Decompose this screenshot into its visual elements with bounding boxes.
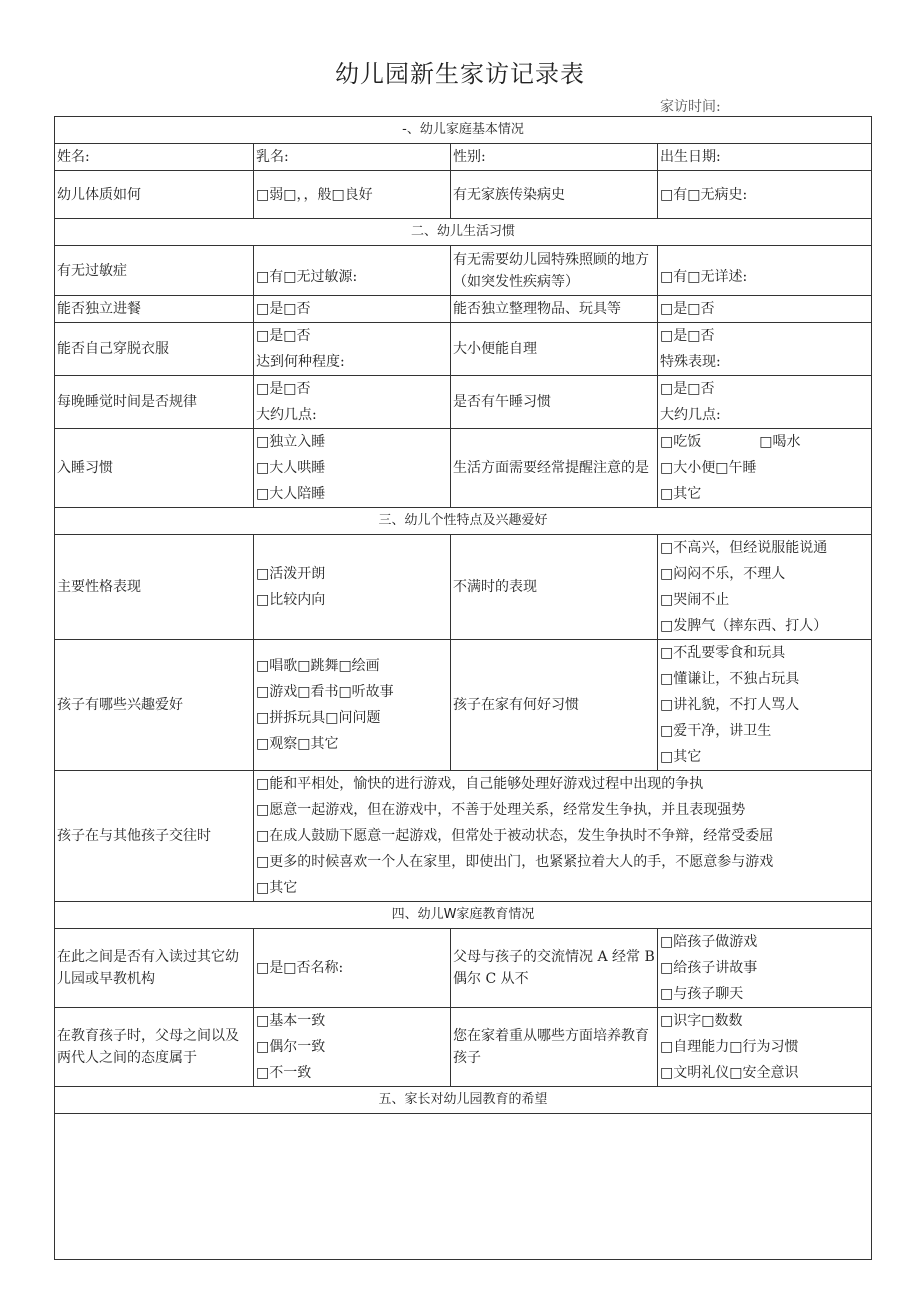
- nap-choice[interactable]: □是□否: [660, 381, 715, 397]
- social-label: 孩子在与其他孩子交往时: [55, 771, 254, 902]
- focus-options[interactable]: [658, 1008, 872, 1087]
- attitude-option[interactable]: □不一致: [256, 1065, 312, 1081]
- bedtime-option[interactable]: □大人陪睡: [256, 486, 326, 502]
- hobby-label: 孩子有哪些兴趣爱好: [55, 640, 254, 771]
- hobby-option[interactable]: □唱歌□跳舞□绘画: [256, 658, 380, 674]
- good-habit-option[interactable]: □讲礼貌，不打人骂人: [660, 697, 800, 713]
- previous-school-options[interactable]: □是□否名称:: [254, 929, 451, 1008]
- section-basic-info: -、幼儿家庭基本情况: [55, 117, 872, 144]
- toilet-choice[interactable]: □是□否: [660, 328, 715, 344]
- reminder-option[interactable]: □其它: [660, 486, 702, 502]
- toilet-special[interactable]: 特殊表现:: [660, 354, 721, 370]
- character-option[interactable]: □比较内向: [256, 592, 326, 608]
- allergy-options[interactable]: [254, 246, 451, 296]
- focus-option[interactable]: □文明礼仪□安全意识: [660, 1065, 799, 1081]
- hopes-textarea[interactable]: [55, 1114, 872, 1260]
- name-field[interactable]: 姓名:: [55, 144, 254, 171]
- reminder-option[interactable]: □喝水: [759, 434, 801, 450]
- nap-label: 是否有午睡习惯: [451, 376, 658, 429]
- dress-options[interactable]: [254, 323, 451, 376]
- reminder-options[interactable]: [658, 429, 872, 508]
- section-personality: 三、幼儿个性特点及兴趣爱好: [55, 508, 872, 535]
- eat-label: 能否独立进餐: [55, 296, 254, 323]
- hobby-option[interactable]: □观察□其它: [256, 736, 339, 752]
- page-title: 幼儿园新生家访记录表: [335, 60, 585, 88]
- dress-degree[interactable]: 达到何种程度:: [256, 354, 345, 370]
- unhappy-option[interactable]: □哭闹不止: [660, 592, 730, 608]
- communication-option[interactable]: □陪孩子做游戏: [660, 934, 758, 950]
- good-habits-options[interactable]: [658, 640, 872, 771]
- character-label: 主要性格表现: [55, 535, 254, 640]
- dress-label: 能否自己穿脱衣服: [55, 323, 254, 376]
- unhappy-label: 不满时的表现: [451, 535, 658, 640]
- allergy-options-text: □有□无过敏源:: [256, 268, 358, 285]
- focus-option[interactable]: □识字□数数: [660, 1013, 743, 1029]
- social-option[interactable]: □愿意一起游戏，但在游戏中，不善于处理关系，经常发生争执，并且表现强势: [256, 802, 746, 818]
- sleep-time[interactable]: 大约几点:: [256, 407, 317, 423]
- toilet-options[interactable]: [658, 323, 872, 376]
- good-habit-option[interactable]: □其它: [660, 749, 702, 765]
- nap-options[interactable]: [658, 376, 872, 429]
- attitude-option[interactable]: □偶尔一致: [256, 1039, 326, 1055]
- communication-label: 父母与孩子的交流情况 A 经常 B 偶尔 C 从不: [451, 929, 658, 1008]
- nickname-field[interactable]: 乳名:: [254, 144, 451, 171]
- communication-option[interactable]: □与孩子聊天: [660, 986, 744, 1002]
- social-option[interactable]: □能和平相处，愉快的进行游戏，自己能够处理好游戏过程中出现的争执: [256, 776, 704, 792]
- communication-option[interactable]: □给孩子讲故事: [660, 960, 758, 976]
- tidy-label: 能否独立整理物品、玩具等: [451, 296, 658, 323]
- dress-choice[interactable]: □是□否: [256, 328, 311, 344]
- special-care-label: 有无需要幼儿园特殊照顾的地方（如突发性疾病等）: [451, 246, 658, 296]
- good-habit-option[interactable]: □爱干净，讲卫生: [660, 723, 772, 739]
- reminder-option-row: [660, 429, 869, 455]
- bedtime-option[interactable]: □独立入睡: [256, 434, 326, 450]
- bedtime-options[interactable]: [254, 429, 451, 508]
- good-habits-label: 孩子在家有何好习惯: [451, 640, 658, 771]
- social-option[interactable]: □更多的时候喜欢一个人在家里，即使出门，也紧紧拉着大人的手，不愿意参与游戏: [256, 854, 774, 870]
- section-family-education: 四、幼儿W家庭教育情况: [55, 902, 872, 929]
- hobby-option[interactable]: □游戏□看书□听故事: [256, 684, 394, 700]
- social-option[interactable]: □其它: [256, 880, 298, 896]
- section-habits: 二、幼儿生活习惯: [55, 219, 872, 246]
- disease-label: 有无家族传染病史: [451, 171, 658, 219]
- social-options[interactable]: [254, 771, 872, 902]
- sleep-label: 每晚睡觉时间是否规律: [55, 376, 254, 429]
- previous-school-label: 在此之间是否有入读过其它幼儿园或早教机构: [55, 929, 254, 1008]
- physique-label: 幼儿体质如何: [55, 171, 254, 219]
- disease-options[interactable]: □有□无病史:: [658, 171, 872, 219]
- communication-options[interactable]: [658, 929, 872, 1008]
- reminder-option[interactable]: □吃饭: [660, 434, 702, 450]
- attitude-label: 在教育孩子时，父母之间以及两代人之间的态度属于: [55, 1008, 254, 1087]
- birthday-field[interactable]: 出生日期:: [658, 144, 872, 171]
- attitude-options[interactable]: [254, 1008, 451, 1087]
- reminder-option[interactable]: □大小便□午睡: [660, 460, 757, 476]
- special-care-options-text: □有□无详述:: [660, 268, 748, 285]
- character-option[interactable]: □活泼开朗: [256, 566, 326, 582]
- hobby-option[interactable]: □拼拆玩具□问问题: [256, 710, 381, 726]
- focus-option[interactable]: □自理能力□行为习惯: [660, 1039, 799, 1055]
- hobby-options[interactable]: [254, 640, 451, 771]
- eat-options[interactable]: □是□否: [254, 296, 451, 323]
- reminder-label: 生活方面需要经常提醒注意的是: [451, 429, 658, 508]
- tidy-options[interactable]: □是□否: [658, 296, 872, 323]
- visit-record-table: [54, 116, 872, 1260]
- unhappy-option[interactable]: □不高兴，但经说服能说通: [660, 540, 828, 556]
- visit-time-label: 家访时间:: [660, 99, 721, 115]
- character-options[interactable]: [254, 535, 451, 640]
- focus-label: 您在家着重从哪些方面培养教育孩子: [451, 1008, 658, 1087]
- unhappy-option[interactable]: □发脾气（摔东西、打人）: [660, 618, 828, 634]
- unhappy-option[interactable]: □闷闷不乐，不理人: [660, 566, 786, 582]
- attitude-option[interactable]: □基本一致: [256, 1013, 326, 1029]
- bedtime-option[interactable]: □大人哄睡: [256, 460, 326, 476]
- special-care-options[interactable]: [658, 246, 872, 296]
- nap-time[interactable]: 大约几点:: [660, 407, 721, 423]
- sleep-choice[interactable]: □是□否: [256, 381, 311, 397]
- allergy-label: 有无过敏症: [55, 246, 254, 296]
- physique-options[interactable]: □弱□，，般□良好: [254, 171, 451, 219]
- unhappy-options[interactable]: [658, 535, 872, 640]
- gender-field[interactable]: 性别:: [451, 144, 658, 171]
- good-habit-option[interactable]: □不乱要零食和玩具: [660, 645, 786, 661]
- sleep-options[interactable]: [254, 376, 451, 429]
- toilet-label: 大小便能自理: [451, 323, 658, 376]
- good-habit-option[interactable]: □懂谦让，不独占玩具: [660, 671, 800, 687]
- social-option[interactable]: □在成人鼓励下愿意一起游戏，但常处于被动状态，发生争执时不争辩，经常受委屈: [256, 828, 774, 844]
- section-hopes: 五、家长对幼儿园教育的希望: [55, 1087, 872, 1114]
- bedtime-label: 入睡习惯: [55, 429, 254, 508]
